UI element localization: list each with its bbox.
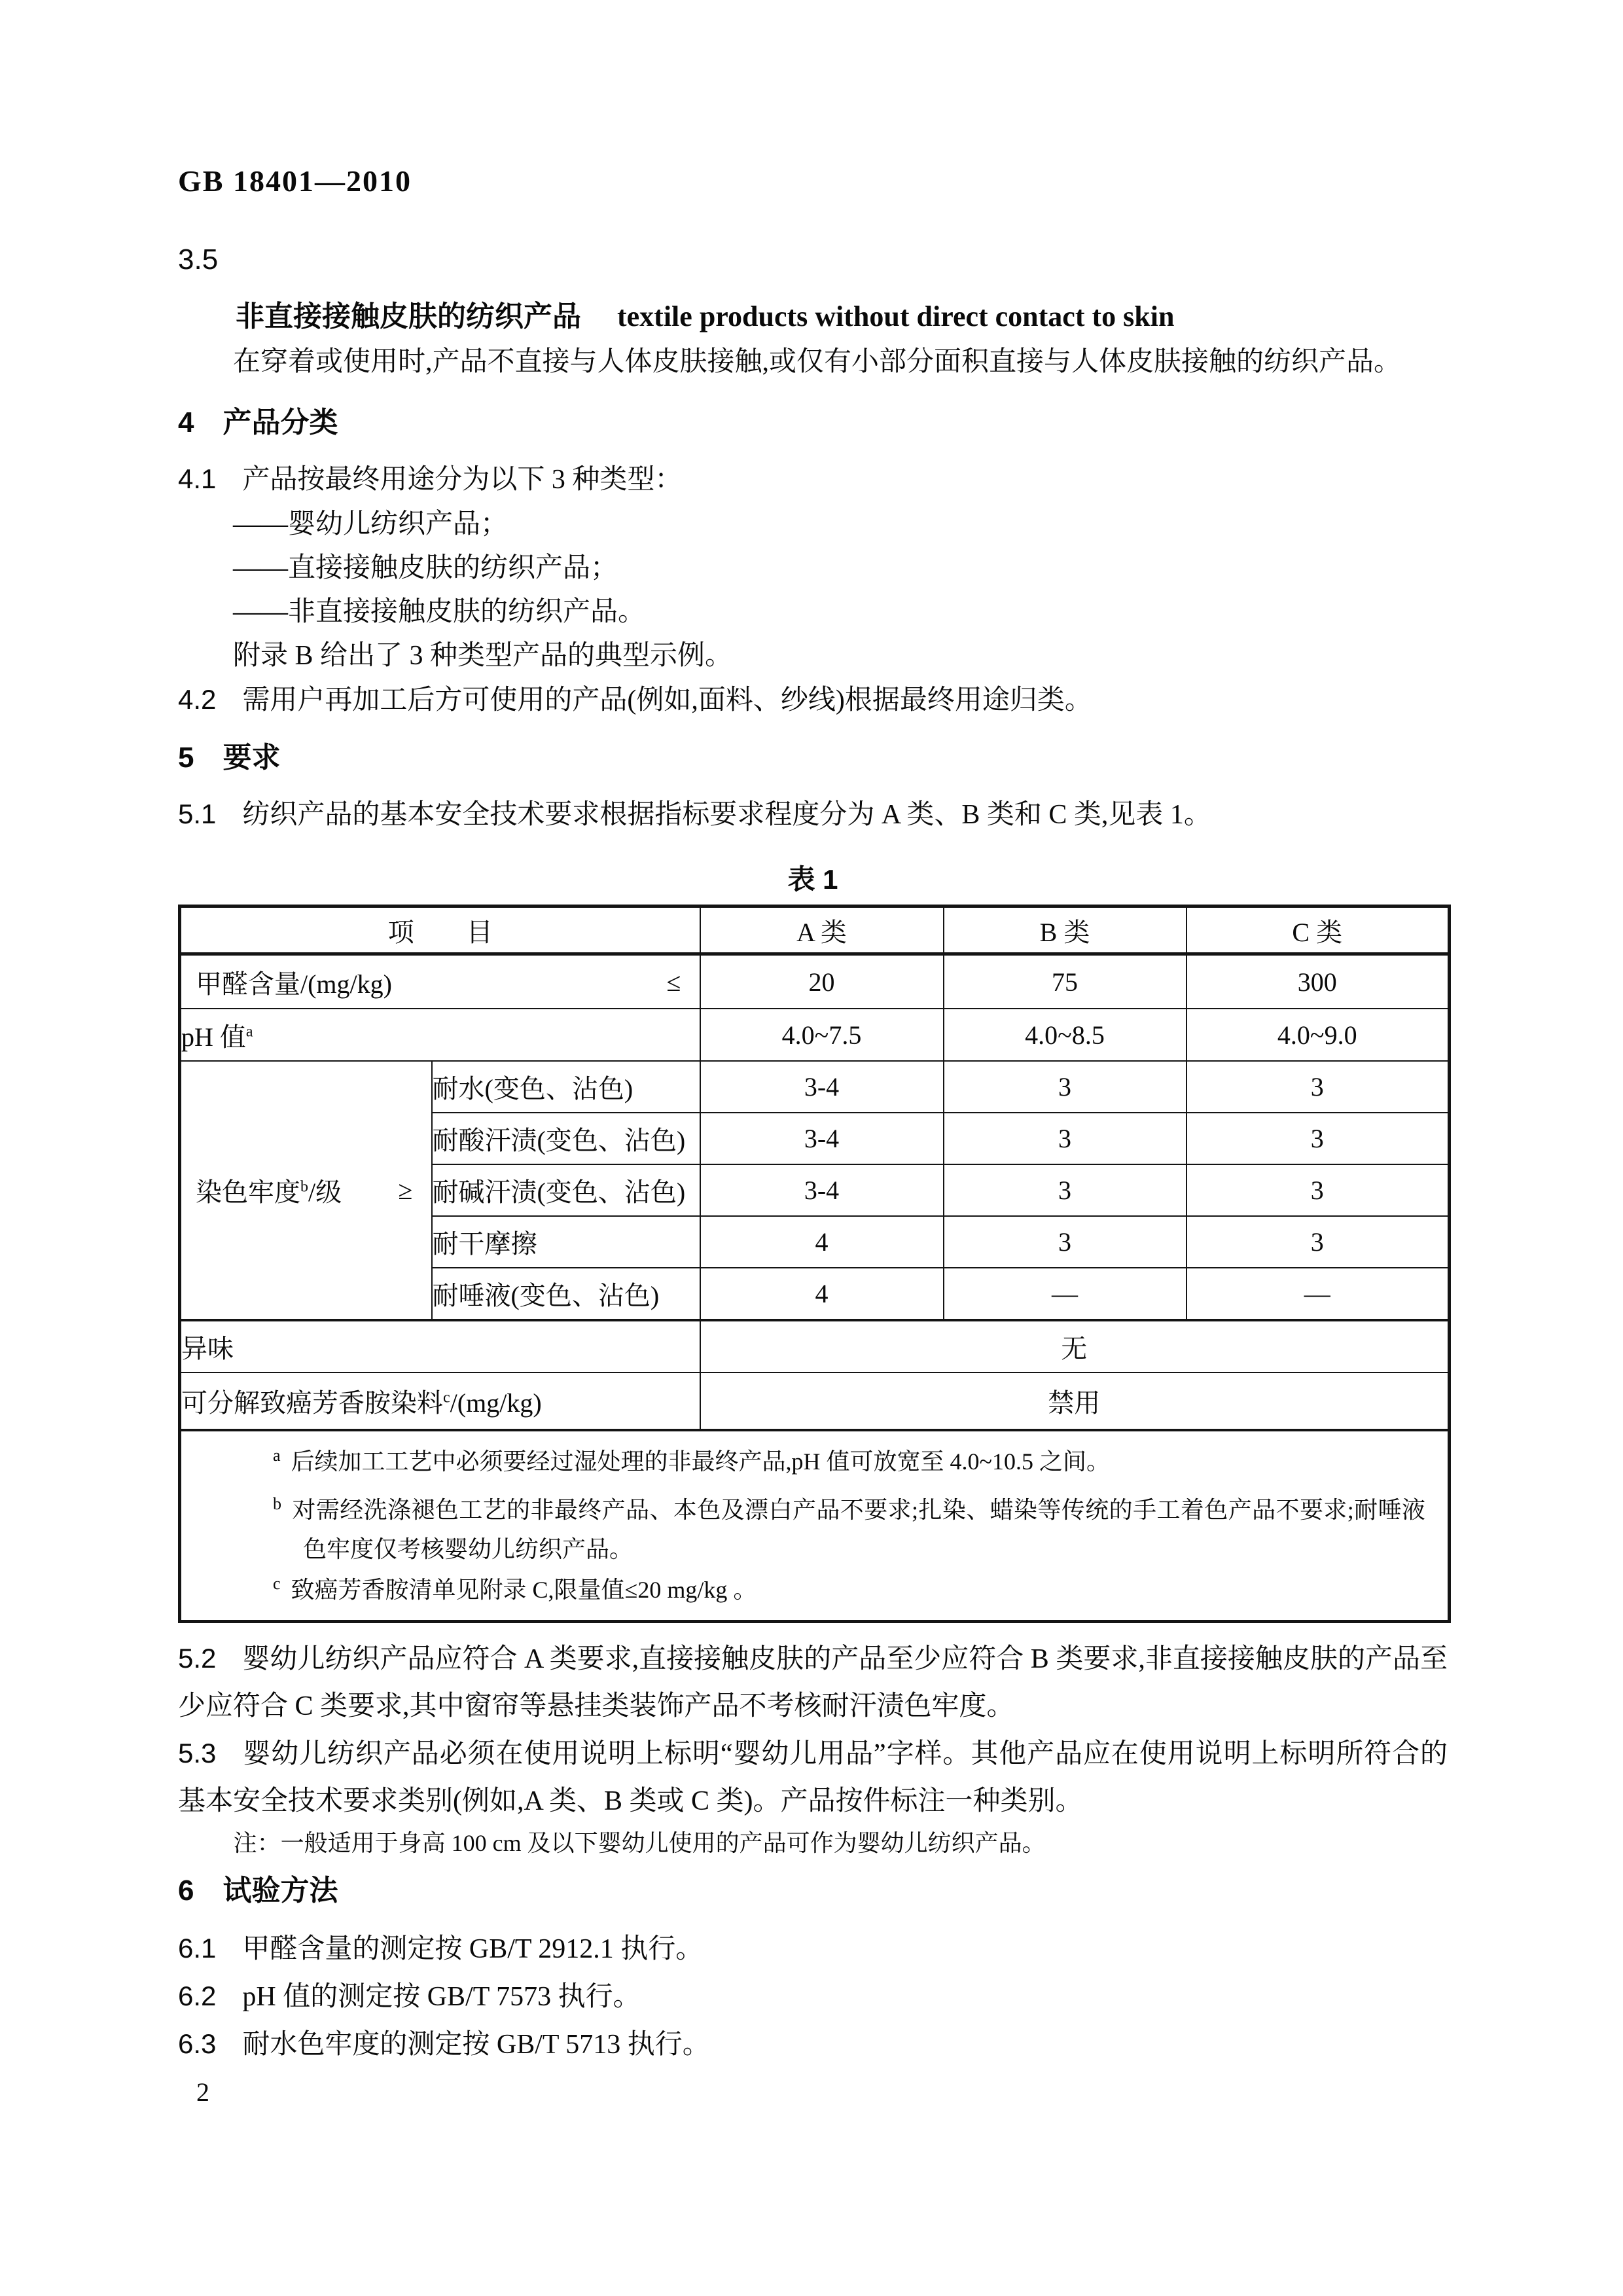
table-1-caption: 表 1 bbox=[787, 864, 838, 895]
clause-4-2-text: 需用户再加工后方可使用的产品(例如,面料、纱线)根据最终用途归类。 bbox=[242, 685, 1092, 715]
section-4-title: 产品分类 bbox=[223, 406, 338, 439]
row-formaldehyde bbox=[180, 954, 1450, 1009]
formaldehyde-label: 甲醛含量/(mg/kg) bbox=[196, 969, 392, 999]
clause-6-2 bbox=[178, 1980, 1448, 2013]
fastness-water-label: 耐水(变色、沾色) bbox=[432, 1061, 700, 1113]
clause-5-1-number: 5.1 bbox=[178, 798, 217, 829]
fastness-dry-rubbing-b: 3 bbox=[944, 1216, 1186, 1268]
list-item-direct-contact: ——直接接触皮肤的纺织产品； bbox=[233, 553, 618, 583]
header-cell-class-a: A 类 bbox=[700, 906, 944, 954]
section-4-heading bbox=[178, 406, 1448, 439]
footnote-b-text: 对需经洗涤褪色工艺的非最终产品、本色及漂白产品不要求;扎染、蜡染等传统的手工着色产品不要求;耐唾液色牢度仅考核婴幼儿纺织产品。 bbox=[292, 1497, 1425, 1562]
amine-footnote-marker: c bbox=[443, 1389, 450, 1407]
clause-5-3 bbox=[178, 1730, 1448, 1825]
section-6-number: 6 bbox=[178, 1874, 194, 1907]
footnote-a-marker: a bbox=[273, 1446, 281, 1465]
row-odor bbox=[180, 1320, 1450, 1372]
formaldehyde-c: 300 bbox=[1186, 954, 1450, 1009]
table-footnotes-row bbox=[180, 1430, 1450, 1622]
page-number: 2 bbox=[196, 2077, 209, 2107]
footnote-c-marker: c bbox=[273, 1574, 281, 1593]
fastness-water-c: 3 bbox=[1186, 1061, 1450, 1113]
fastness-dry-rubbing-a: 4 bbox=[700, 1216, 944, 1268]
fastness-dry-rubbing-label: 耐干摩擦 bbox=[432, 1216, 700, 1268]
footnote-c bbox=[273, 1570, 1425, 1609]
clause-5-3-text: 婴幼儿纺织产品必须在使用说明上标明“婴幼儿用品”字样。其他产品应在使用说明上标明所符合的基本安全技术要求类别(例如,A 类、B 类或 C 类)。产品按件标注一种类别。 bbox=[178, 1739, 1448, 1816]
fastness-alkali-b: 3 bbox=[944, 1164, 1186, 1216]
clause-4-1 bbox=[178, 463, 1448, 496]
header-cell-class-c: C 类 bbox=[1186, 906, 1450, 954]
clause-6-3 bbox=[178, 2028, 1448, 2061]
footnote-a bbox=[273, 1442, 1425, 1481]
clause-5-3-note: 注：一般适用于身高 100 cm 及以下婴幼儿使用的产品可作为婴幼儿纺织产品。 bbox=[233, 1830, 1046, 1856]
ph-footnote-marker: a bbox=[245, 1023, 253, 1041]
fastness-water-a: 3-4 bbox=[700, 1061, 944, 1113]
footnote-a-text: 后续加工工艺中必须要经过湿处理的非最终产品,pH 值可放宽至 4.0~10.5 之间。 bbox=[291, 1448, 1111, 1475]
header-cell-item: 项 目 bbox=[180, 906, 700, 954]
ph-label: pH 值 bbox=[181, 1022, 246, 1052]
fastness-saliva-c: — bbox=[1186, 1268, 1450, 1320]
ph-label-cell bbox=[180, 1009, 700, 1061]
fastness-group-label-cell bbox=[180, 1061, 432, 1320]
fastness-acid-c: 3 bbox=[1186, 1113, 1450, 1164]
fastness-group-label: 染色牢度$^b$/级 bbox=[196, 1177, 342, 1207]
clause-6-3-text: 耐水色牢度的测定按 GB/T 5713 执行。 bbox=[242, 2030, 710, 2060]
fastness-alkali-c: 3 bbox=[1186, 1164, 1450, 1216]
header-cell-class-b: B 类 bbox=[944, 906, 1186, 954]
fastness-saliva-label: 耐唾液(变色、沾色) bbox=[432, 1268, 700, 1320]
row-ph bbox=[180, 1009, 1450, 1061]
ph-b: 4.0~8.5 bbox=[944, 1009, 1186, 1061]
table-footnotes-cell bbox=[180, 1430, 1450, 1622]
clause-5-2 bbox=[178, 1635, 1448, 1730]
list-item-non-direct-contact: ——非直接接触皮肤的纺织产品。 bbox=[233, 597, 646, 627]
clause-6-3-number: 6.3 bbox=[178, 2028, 217, 2059]
fastness-water-b: 3 bbox=[944, 1061, 1186, 1113]
term-3-5-definition: 在穿着或使用时,产品不直接与人体皮肤接触,或仅有小部分面积直接与人体皮肤接触的纺织产品。 bbox=[233, 347, 1402, 377]
clause-6-2-text: pH 值的测定按 GB/T 7573 执行。 bbox=[242, 1982, 641, 2012]
clause-4-2 bbox=[178, 683, 1448, 717]
fastness-saliva-a: 4 bbox=[700, 1268, 944, 1320]
clause-5-2-text: 婴幼儿纺织产品应符合 A 类要求,直接接触皮肤的产品至少应符合 B 类要求,非直接接触皮肤的产品至少应符合 C 类要求,其中窗帘等悬挂类装饰产品不考核耐汗渍色牢度。 bbox=[178, 1644, 1448, 1721]
section-5-title: 要求 bbox=[223, 742, 281, 774]
clause-3-5-number: 3.5 bbox=[178, 243, 219, 276]
clause-4-1-number: 4.1 bbox=[178, 463, 217, 494]
term-3-5-heading bbox=[178, 300, 1448, 334]
clause-5-2-number: 5.2 bbox=[178, 1643, 217, 1674]
fastness-acid-a: 3-4 bbox=[700, 1113, 944, 1164]
term-en: textile products without direct contact to skin bbox=[617, 300, 1175, 332]
amine-label-cell: 可分解致癌芳香胺染料$^c$/(mg/kg) bbox=[180, 1372, 700, 1430]
footnote-b-marker: b bbox=[273, 1494, 281, 1513]
ph-a: 4.0~7.5 bbox=[700, 1009, 944, 1061]
ph-c: 4.0~9.0 bbox=[1186, 1009, 1450, 1061]
clause-6-2-number: 6.2 bbox=[178, 1981, 217, 2011]
clause-4-2-number: 4.2 bbox=[178, 684, 217, 715]
fastness-dry-rubbing-c: 3 bbox=[1186, 1216, 1450, 1268]
section-5-number: 5 bbox=[178, 742, 194, 774]
section-5-heading bbox=[178, 742, 1448, 774]
clause-6-1 bbox=[178, 1932, 1448, 1965]
formaldehyde-b: 75 bbox=[944, 954, 1186, 1009]
footnote-b bbox=[273, 1490, 1425, 1569]
clause-4-1-text: 产品按最终用途分为以下 3 种类型： bbox=[242, 465, 683, 495]
amine-value: 禁用 bbox=[700, 1372, 1450, 1430]
clause-6-1-text: 甲醛含量的测定按 GB/T 2912.1 执行。 bbox=[242, 1934, 704, 1964]
fastness-alkali-label: 耐碱汗渍(变色、沾色) bbox=[432, 1164, 700, 1216]
fastness-acid-b: 3 bbox=[944, 1113, 1186, 1164]
appendix-b-note: 附录 B 给出了 3 种类型产品的典型示例。 bbox=[233, 641, 733, 671]
formaldehyde-a: 20 bbox=[700, 954, 944, 1009]
fastness-saliva-b: — bbox=[944, 1268, 1186, 1320]
formaldehyde-label-cell bbox=[180, 954, 700, 1009]
term-zh: 非直接接触皮肤的纺织产品 bbox=[236, 300, 581, 332]
section-4-number: 4 bbox=[178, 406, 194, 439]
clause-5-1-text: 纺织产品的基本安全技术要求根据指标要求程度分为 A 类、B 类和 C 类,见表 1。 bbox=[242, 800, 1211, 830]
clause-6-1-number: 6.1 bbox=[178, 1933, 217, 1964]
odor-label: 异味 bbox=[180, 1320, 700, 1372]
table-1 bbox=[178, 905, 1451, 1623]
list-item-infant-products: ——婴幼儿纺织产品； bbox=[233, 509, 508, 539]
section-6-title: 试验方法 bbox=[223, 1874, 338, 1907]
footnote-c-text: 致癌芳香胺清单见附录 C,限量值≤20 mg/kg 。 bbox=[291, 1577, 757, 1603]
less-equal-symbol: ≤ bbox=[666, 967, 681, 997]
fastness-footnote-marker: b bbox=[300, 1178, 308, 1196]
table-header-row bbox=[180, 906, 1450, 954]
standard-number-header: GB 18401—2010 bbox=[178, 164, 412, 198]
row-fastness-water bbox=[180, 1061, 1450, 1113]
fastness-acid-label: 耐酸汗渍(变色、沾色) bbox=[432, 1113, 700, 1164]
clause-5-1 bbox=[178, 798, 1448, 831]
greater-equal-symbol: ≥ bbox=[398, 1175, 413, 1205]
odor-value: 无 bbox=[700, 1320, 1450, 1372]
fastness-alkali-a: 3-4 bbox=[700, 1164, 944, 1216]
section-6-heading bbox=[178, 1874, 1448, 1907]
row-aromatic-amines bbox=[180, 1372, 1450, 1430]
clause-5-3-number: 5.3 bbox=[178, 1738, 217, 1768]
